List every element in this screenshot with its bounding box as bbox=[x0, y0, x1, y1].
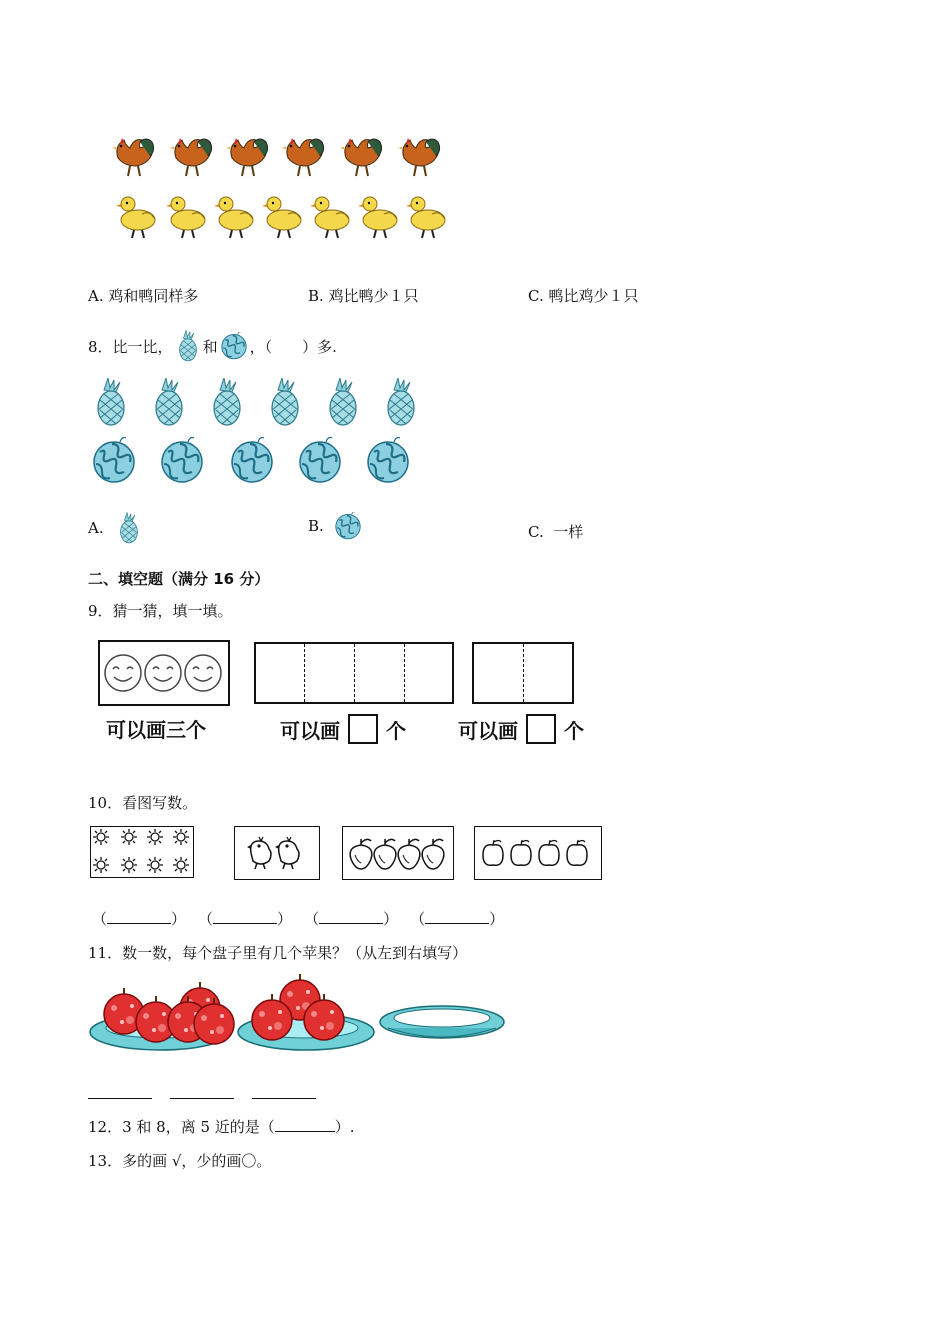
q9-answer-box-3[interactable] bbox=[526, 714, 556, 744]
section-heading: 二、填空题（满分 16 分） bbox=[88, 570, 270, 588]
pineapple-icon bbox=[214, 378, 240, 425]
q10-answer-3[interactable]: （ ） bbox=[304, 910, 399, 928]
q10-answer-2[interactable]: （ ） bbox=[198, 910, 293, 928]
q9-caption-2: 可以画 个 bbox=[280, 714, 406, 744]
q8-option-b[interactable]: B. bbox=[308, 512, 362, 540]
q10-box-chicks bbox=[234, 826, 320, 880]
pineapple-icon bbox=[177, 330, 199, 362]
q12-answer[interactable] bbox=[275, 1117, 335, 1132]
duck-icon bbox=[166, 197, 205, 238]
q8-fruit-figure bbox=[90, 378, 430, 488]
watermelon-icon bbox=[368, 438, 408, 483]
apple-icon bbox=[483, 840, 503, 865]
q8-stem: 8． 比一比， 和 ，（ ）多. bbox=[88, 330, 337, 362]
q13-stem: 13．多的画 √，少的画〇。 bbox=[88, 1152, 272, 1170]
q7-option-a[interactable]: A. 鸡和鸭同样多 bbox=[88, 287, 199, 305]
peach-icon bbox=[422, 839, 444, 869]
chick-icon bbox=[275, 837, 299, 869]
duck-icon bbox=[262, 197, 301, 238]
pineapple-icon bbox=[98, 378, 124, 425]
q7-option-c[interactable]: C. 鸭比鸡少１只 bbox=[528, 287, 639, 305]
watermelon-icon bbox=[300, 438, 340, 483]
smiley-icon bbox=[105, 655, 141, 691]
q10-answer-blanks bbox=[92, 908, 504, 929]
peach-icon bbox=[374, 839, 396, 869]
sun-icon bbox=[173, 829, 189, 845]
smiley-icon bbox=[185, 655, 221, 691]
pineapple-icon bbox=[156, 378, 182, 425]
q11-answer-2[interactable] bbox=[170, 1084, 234, 1099]
q10-stem: 10．看图写数。 bbox=[88, 794, 198, 812]
rooster-icon bbox=[112, 138, 154, 176]
q12-stem: 12．3 和 8，离 5 近的是（ ）. bbox=[88, 1118, 355, 1136]
smiley-icon bbox=[145, 655, 181, 691]
watermelon-icon bbox=[334, 512, 362, 540]
q7-animals-figure bbox=[110, 132, 460, 262]
rooster-icon bbox=[282, 138, 324, 176]
rooster-icon bbox=[398, 138, 440, 176]
q10-box-suns bbox=[90, 826, 194, 878]
sun-icon bbox=[93, 829, 109, 845]
watermelon-icon bbox=[232, 438, 272, 483]
peach-icon bbox=[350, 839, 372, 869]
sun-icon bbox=[121, 857, 137, 873]
q9-box-two-cells bbox=[472, 642, 574, 704]
pineapple-icon bbox=[330, 378, 356, 425]
q9-caption-3: 可以画 个 bbox=[458, 714, 584, 744]
duck-icon bbox=[310, 197, 349, 238]
apple-icon bbox=[567, 840, 587, 865]
sun-icon bbox=[147, 829, 163, 845]
sun-icon bbox=[93, 857, 109, 873]
sun-icon bbox=[173, 857, 189, 873]
rooster-icon bbox=[340, 138, 382, 176]
q11-answer-1[interactable] bbox=[88, 1084, 152, 1099]
watermelon-icon bbox=[220, 332, 248, 360]
q10-answer-4[interactable]: （ ） bbox=[410, 910, 505, 928]
duck-icon bbox=[214, 197, 253, 238]
q8-option-c[interactable]: C. 一样 bbox=[528, 523, 584, 541]
q11-stem: 11．数一数，每个盘子里有几个苹果？（从左到右填写） bbox=[88, 944, 468, 962]
q11-plates-figure bbox=[88, 970, 508, 1060]
sun-icon bbox=[147, 857, 163, 873]
chick-icon bbox=[247, 837, 271, 869]
duck-icon bbox=[116, 197, 155, 238]
sun-icon bbox=[121, 829, 137, 845]
q9-box-smileys bbox=[98, 640, 230, 706]
q11-answer-3[interactable] bbox=[252, 1084, 316, 1099]
pineapple-icon bbox=[118, 512, 140, 544]
q8-option-a[interactable]: A. bbox=[88, 512, 140, 544]
q7-option-b[interactable]: B. 鸡比鸭少１只 bbox=[308, 287, 419, 305]
apple-icon bbox=[511, 840, 531, 865]
duck-icon bbox=[358, 197, 397, 238]
q9-answer-box-2[interactable] bbox=[348, 714, 378, 744]
watermelon-icon bbox=[94, 438, 134, 483]
q10-answer-1[interactable]: （ ） bbox=[92, 910, 187, 928]
q10-box-apples bbox=[474, 826, 602, 880]
plate-icon bbox=[380, 1006, 504, 1038]
pineapple-icon bbox=[388, 378, 414, 425]
q9-caption-1: 可以画三个 bbox=[106, 718, 206, 742]
apple-icon bbox=[539, 840, 559, 865]
q9-stem: 9．猜一猜，填一填。 bbox=[88, 602, 233, 620]
pineapple-icon bbox=[272, 378, 298, 425]
q9-box-four-cells bbox=[254, 642, 454, 704]
watermelon-icon bbox=[162, 438, 202, 483]
q10-box-peaches bbox=[342, 826, 454, 880]
peach-icon bbox=[398, 839, 420, 869]
rooster-icon bbox=[226, 138, 268, 176]
q11-answer-blanks bbox=[88, 1084, 316, 1099]
rooster-icon bbox=[170, 138, 212, 176]
duck-icon bbox=[406, 197, 445, 238]
